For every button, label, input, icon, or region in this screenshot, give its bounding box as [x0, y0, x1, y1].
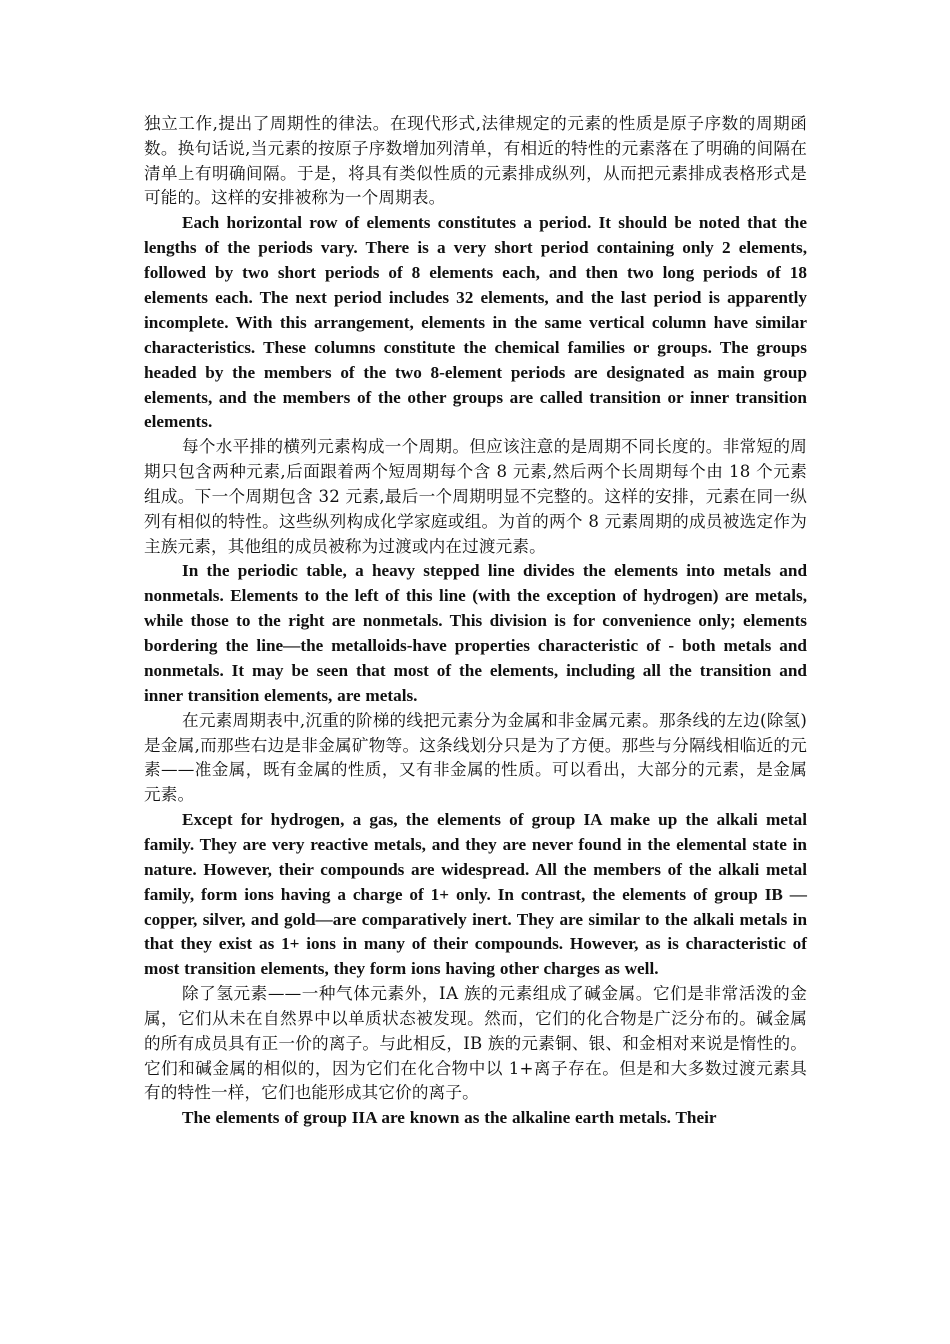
paragraph-en-4: The elements of group IIA are known as the alkaline earth metals. Their — [182, 1108, 717, 1128]
paragraph-zh-3: 在元素周期表中,沉重的阶梯的线把元素分为金属和非金属元素。那条线的左边(除氢)是金属,而那些右边是非金属矿物等。这条线划分只是为了方便。那些与分隔线相临近的元素——准金属，既有金属的性质，又有非金属的性质。可以看出，大部分的元素，是金属元素。 — [144, 710, 807, 805]
paragraph-zh-1: 独立工作,提出了周期性的律法。在现代形式,法律规定的元素的性质是原子序数的周期函数。换句话说,当元素的按原子序数增加列清单，有相近的特性的元素落在了明确的间隔在清单上有明确间隔。于是，将具有类似性质的元素排成纵列，从而把元素排成表格形式是可能的。这样的安排被称为一个周期表。 — [144, 114, 807, 208]
paragraph-zh-2: 每个水平排的横列元素构成一个周期。但应该注意的是周期不同长度的。非常短的周期只包含两种元素,后面跟着两个短周期每个含 8 元素,然后两个长周期每个由 18 个元素组成。下一个周期包含 32 元素,最后一个周期明显不完整的。这样的安排，元素在同一纵列有相似的特性。这些纵列构成化学家庭或组。为首的两个 8 元素周期的成员被选定作为主族元素，其他组的成员被称为过渡或内在过渡元素。 — [144, 437, 807, 556]
paragraph-en-3: Except for hydrogen, a gas, the elements of group IA make up the alkali metal family. They are very reactive metals, and they are never found in the elemental state in nature. However, their compounds are widespread. All the members of the alkali metal family, form ions having a charge of 1+ only. In contrast, the elements of group IB —copper, silver, and gold—are comparatively inert. They are similar to the alkali metals in that they exist as 1+ ions in many of their compounds. However, as is characteristic of most transition elements, they form ions having other charges as well. — [144, 809, 807, 979]
paragraph-zh-4: 除了氢元素——一种气体元素外，ⅠA 族的元素组成了碱金属。它们是非常活泼的金属，它们从未在自然界中以单质状态被发现。然而，它们的化合物是广泛分布的。碱金属的所有成员具有正一价的离子。与此相反，ⅠB 族的元素铜、银、和金相对来说是惰性的。它们和碱金属的相似的，因为它们在化合物中以 1+离子存在。但是和大多数过渡元素具有的特性一样，它们也能形成其它价的离子。 — [144, 984, 807, 1103]
paragraph-en-2: In the periodic table, a heavy stepped line divides the elements into metals and nonmetals. Elements to the left of this line (with the exception of hydrogen) are metals, while those to the right are nonmetals. This division is for convenience only; elements bordering the line—the metalloids-have properties characteristic of - both metals and nonmetals. It may be seen that most of the elements, including all the transition and inner transition elements, are metals. — [144, 561, 807, 705]
document-page — [144, 112, 807, 1131]
paragraph-en-1: Each horizontal row of elements constitutes a period. It should be noted that the lengths of the periods vary. There is a very short period containing only 2 elements, followed by two short periods of 8 elements each, and then two long periods of 18 elements each. The next period includes 32 elements, and the last period is apparently incomplete. With this arrangement, elements in the same vertical column have similar characteristics. These columns constitute the chemical families or groups. The groups headed by the members of the two 8-element periods are designated as main group elements, and the members of the other groups are called transition or inner transition elements. — [144, 213, 807, 432]
